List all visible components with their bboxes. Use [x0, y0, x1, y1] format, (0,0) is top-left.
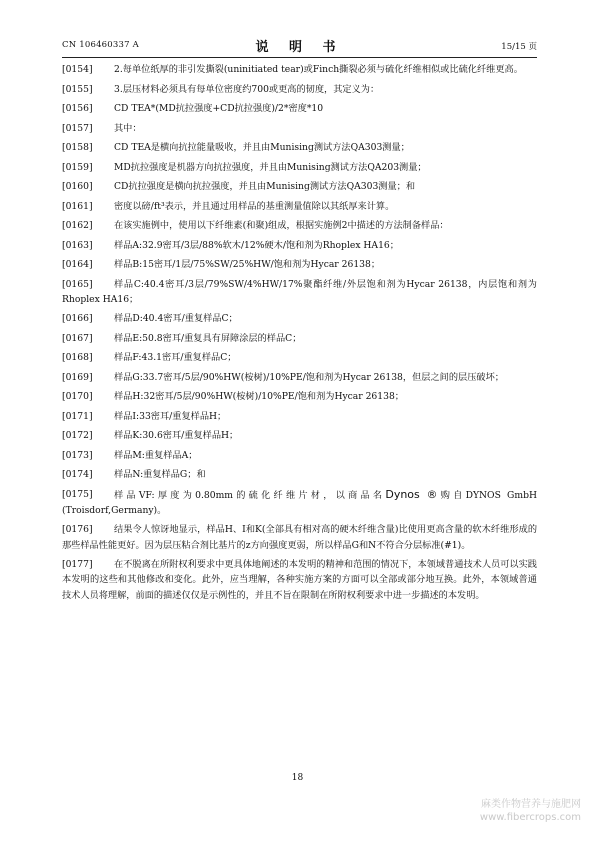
- paragraph-text: 在该实施例中，使用以下纤维素(和聚)组成，根据实施例2中描述的方法制备样品：: [114, 220, 449, 231]
- paragraph: [62, 82, 537, 97]
- paragraph: [62, 160, 537, 175]
- document-body: [62, 62, 537, 607]
- paragraph-number: [0177]: [62, 559, 93, 571]
- paragraph: [62, 428, 537, 443]
- paragraph: [62, 140, 537, 155]
- paragraph-text: 样品H:32密耳/5层/90%HW(桉树)/10%PE/饱和剂为Hycar 26138；: [114, 391, 404, 403]
- page-number: 18: [291, 773, 304, 783]
- paragraph: [62, 467, 537, 482]
- paragraph-text: 样品C:40.4密耳/3层/79%SW/4%HW/17%聚酯纤维/外层饱和剂为Hycar 26138，内层饱和剂为Rhoplex HA16；: [62, 278, 537, 305]
- paragraph-text: CD抗拉强度是横向抗拉强度，并且由Munising测试方法QA303测量；和: [114, 181, 416, 192]
- paragraph: [62, 238, 537, 253]
- paragraph: [62, 62, 537, 77]
- patent-number: CN 106460337 A: [62, 40, 139, 50]
- header-rule: [62, 57, 537, 58]
- paragraph-number: [0156]: [62, 103, 93, 114]
- paragraph-text: [62, 487, 537, 518]
- paragraph-number: [0161]: [62, 200, 93, 212]
- paragraph-number: [0162]: [62, 220, 93, 231]
- paragraph: [62, 179, 537, 194]
- paragraph-number: [0168]: [62, 352, 93, 364]
- paragraph: [62, 311, 537, 326]
- paragraph: [62, 101, 537, 116]
- paragraph-number: [0157]: [62, 122, 93, 134]
- paragraph: [62, 218, 537, 233]
- paragraph-number: [0164]: [62, 259, 93, 270]
- paragraph-number: [0160]: [62, 181, 93, 192]
- paragraph: [62, 487, 537, 518]
- paragraph-text: 样品A:32.9密耳/3层/88%软木/12%硬木/饱和剂为Rhoplex HA16；: [114, 239, 399, 251]
- paragraph-number: [0169]: [62, 371, 93, 383]
- paragraph-number: [0166]: [62, 313, 93, 325]
- paragraph-text: 样品E:50.8密耳/重复具有屏障涂层的样品C；: [114, 332, 302, 344]
- document-title: 说 明 书: [255, 40, 344, 55]
- paragraph-text: 样品F:43.1密耳/重复样品C；: [114, 352, 237, 364]
- paragraph-number: [0158]: [62, 142, 93, 153]
- paragraph: [62, 389, 537, 404]
- paragraph-number: [0170]: [62, 391, 93, 403]
- paragraph-number: [0163]: [62, 239, 93, 251]
- paragraph-number: [0176]: [62, 524, 93, 536]
- paragraph: [62, 331, 537, 346]
- paragraph-text: 3.层压材料必须具有每单位密度约700或更高的韧度，其定义为：: [114, 83, 380, 95]
- paragraph: [62, 522, 537, 552]
- paragraph-text: 样品N:重复样品G；和: [114, 469, 206, 481]
- paragraph-text: 样品G:33.7密耳/5层/90%HW(桉树)/10%PE/饱和剂为Hycar 26138，但层之间的层压破坏；: [114, 371, 504, 383]
- paragraph: [62, 557, 537, 603]
- paragraph-text: 样品I:33密耳/重复样品H；: [114, 410, 227, 422]
- paragraph-number: [0155]: [62, 83, 93, 95]
- paragraph: [62, 199, 537, 214]
- watermark-line: 麻类作物营养与施肥网: [481, 799, 581, 810]
- paragraph: [62, 370, 537, 385]
- paragraph-number: [0173]: [62, 449, 93, 461]
- paragraph-number: [0172]: [62, 430, 93, 442]
- paragraph: [62, 257, 537, 272]
- paragraph-text: 样品K:30.6密耳/重复样品H；: [114, 430, 239, 442]
- paragraph-text: 在不脱离在所附权利要求中更具体地阐述的本发明的精神和范围的情况下，本领域普通技术人员可以实践本发明的这些和其他修改和变化。此外，应当理解，各种实施方案的方面可以全部或部分地互换。此外，本领域普通技术人员将理解，前面的描述仅仅是示例性的，并且不旨在限制在所附权利要求中进一步描述的本发明。: [62, 559, 537, 601]
- paragraph: [62, 121, 537, 136]
- paragraph-number: [0175]: [62, 488, 93, 500]
- watermark-url: www.fibercrops.com: [479, 812, 581, 823]
- paragraph: [62, 350, 537, 365]
- paragraph-number: [0159]: [62, 161, 93, 173]
- paragraph-text: 其中：: [114, 122, 142, 134]
- paragraph-number: [0154]: [62, 64, 93, 75]
- paragraph-number: [0174]: [62, 469, 93, 481]
- page-info: 15/15 页: [501, 42, 537, 52]
- paragraph: [62, 409, 537, 424]
- paragraph-number: [0171]: [62, 410, 93, 422]
- text-segment: 购自DYNOS GmbH (Troisdorf,Germany)。: [62, 489, 537, 516]
- paragraph-text: CD TEA*(MD抗拉强度+CD抗拉强度)/2*密度*10: [114, 103, 324, 114]
- paragraph: [62, 277, 537, 307]
- paragraph-text: 样品M:重复样品A；: [114, 449, 198, 461]
- paragraph-text: MD抗拉强度是机器方向抗拉强度，并且由Munising测试方法QA203测量；: [114, 161, 427, 173]
- paragraph-number: [0167]: [62, 332, 93, 344]
- paragraph-text: 2.每单位纸厚的非引发撕裂(uninitiated tear)或Finch撕裂必须与硫化纤维相似或比硫化纤维更高。: [114, 64, 523, 75]
- paragraph-text: 样品B:15密耳/1层/75%SW/25%HW/饱和剂为Hycar 26138；: [114, 259, 381, 270]
- paragraph-text: 样品D:40.4密耳/重复样品C；: [114, 313, 238, 325]
- paragraph-text: CD TEA是横向抗拉能量吸收，并且由Munising测试方法QA303测量；: [114, 142, 410, 153]
- text-segment: 样品VF:厚度为0.80mm的硫化纤维片材，以商品名: [114, 489, 386, 501]
- page-header: [62, 36, 537, 56]
- paragraph-text: 结果令人惊讶地显示，样品H、I和K(全部具有相对高的硬木纤维含量)比使用更高含量的软木纤维形成的那些样品性能更好。因为层压粘合剂比基片的z方向强度更弱，所以样品G和N不符合分层标准(#1)。: [62, 524, 537, 551]
- paragraph-number: [0165]: [62, 278, 93, 290]
- paragraph: [62, 448, 537, 463]
- paragraph-text: 密度以磅/ft³表示，并且通过用样品的基重测量值除以其纸厚来计算。: [114, 200, 395, 212]
- watermark: [480, 798, 581, 824]
- brand-name: Dynos ®: [385, 487, 438, 501]
